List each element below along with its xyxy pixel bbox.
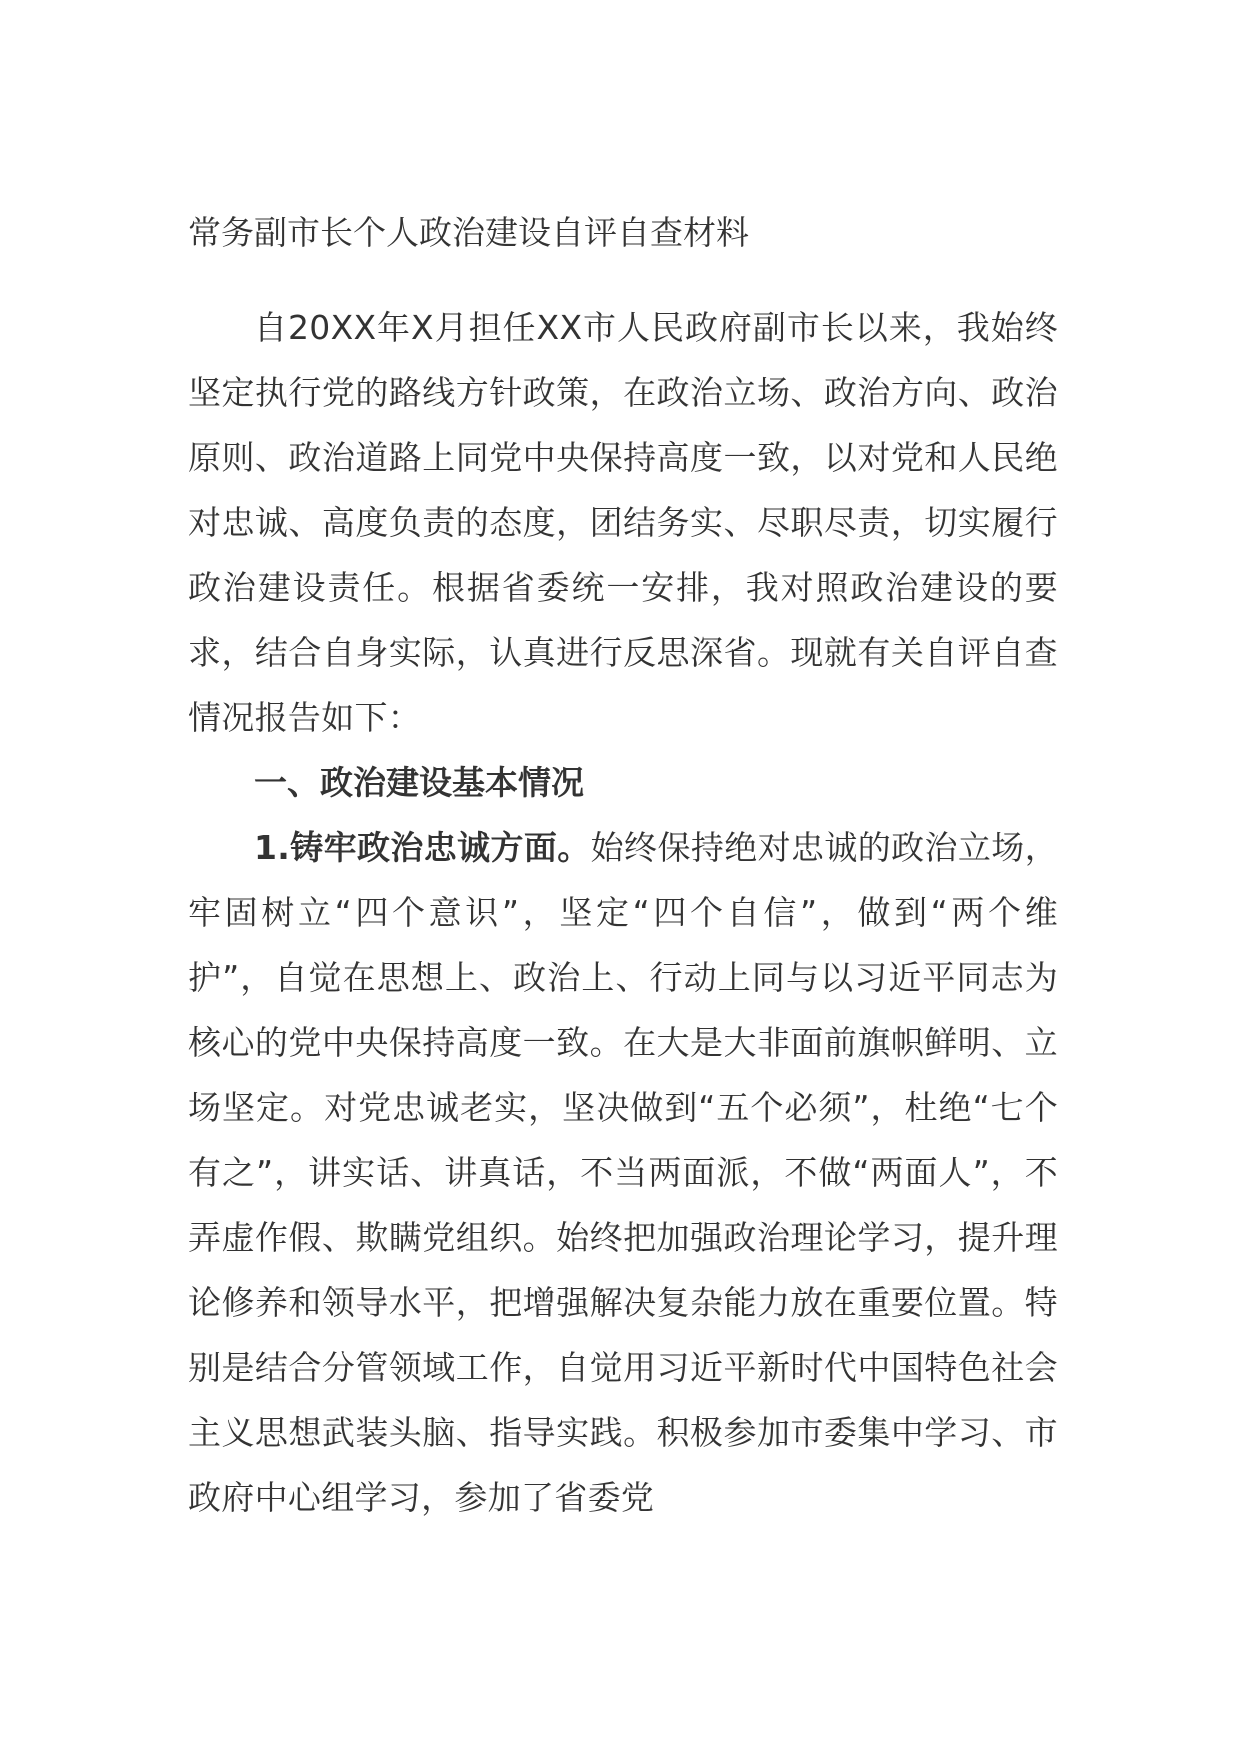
- document-page: [188, 200, 1058, 1530]
- item-paragraph: [188, 815, 1058, 1530]
- intro-paragraph: 自20XX年X月担任XX市人民政府副市长以来，我始终坚定执行党的路线方针政策，在政治立场、政治方向、政治原则、政治道路上同党中央保持高度一致，以对党和人民绝对忠诚、高度负责的态度，团结务实、尽职尽责，切实履行政治建设责任。根据省委统一安排，我对照政治建设的要求，结合自身实际，认真进行反思深省。现就有关自评自查情况报告如下：: [188, 308, 1058, 737]
- section-heading: 一、政治建设基本情况: [254, 763, 584, 802]
- document-title: 常务副市长个人政治建设自评自查材料: [188, 213, 749, 252]
- item-body: 始终保持绝对忠诚的政治立场，牢固树立“四个意识”，坚定“四个自信”，做到“两个维护”，自觉在思想上、政治上、行动上同与以习近平同志为核心的党中央保持高度一致。在大是大非面前旗帜鲜明、立场坚定。对党忠诚老实，坚决做到“五个必须”，杜绝“七个有之”，讲实话、讲真话，不当两面派，不做“两面人”，不弄虚作假、欺瞒党组织。始终把加强政治理论学习，提升理论修养和领导水平，把增强解决复杂能力放在重要位置。特别是结合分管领域工作，自觉用习近平新时代中国特色社会主义思想武装头脑、指导实践。积极参加市委集中学习、市政府中心组学习，参加了省委党: [188, 828, 1058, 1517]
- item-lead: 1.铸牢政治忠诚方面。: [254, 828, 591, 867]
